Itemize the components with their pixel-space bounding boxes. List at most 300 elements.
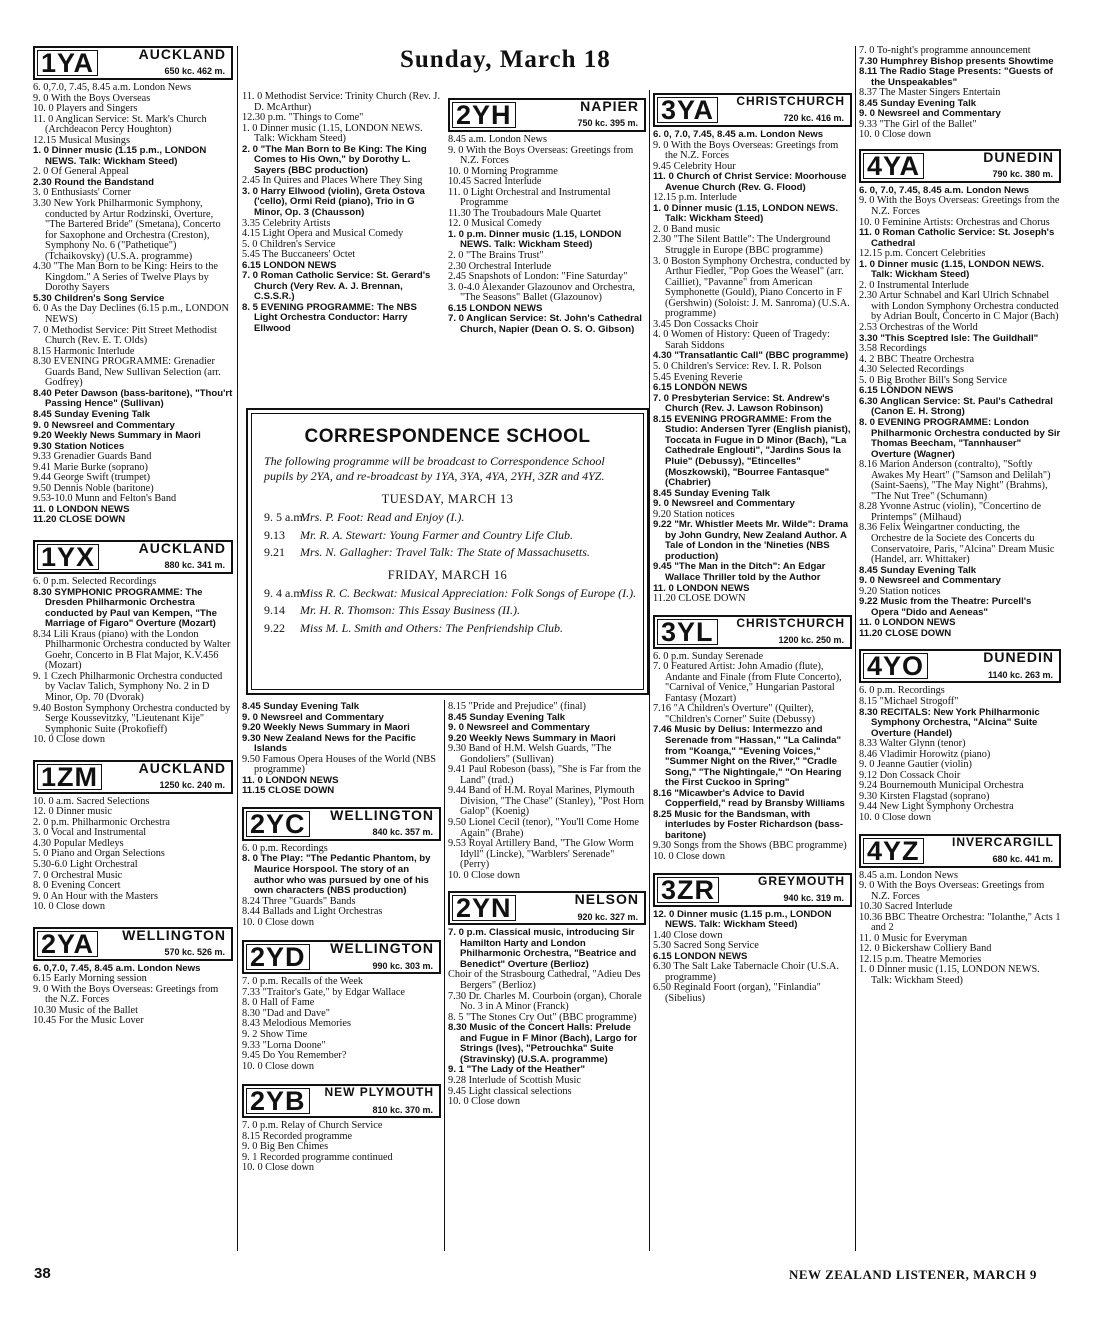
programme-item: 9.24 Bournemouth Municipal Orchestra: [859, 780, 1024, 792]
programme-item: 9. 1 Recorded programme continued: [242, 1151, 393, 1163]
programme-item: 8.15 "Michael Strogoff": [859, 695, 959, 707]
programme-item: 6. 0 p.m. Recordings: [859, 685, 945, 697]
programme-item: 9. 0 With the Boys Overseas: [33, 92, 151, 104]
programme-item: 10. 0 Feminine Artists: Orchestras and Chorus: [859, 216, 1050, 228]
programme-item: 9.53-10.0 Munn and Felton's Band: [33, 493, 177, 505]
programme-item: 5.30-6.0 Light Orchestral: [33, 859, 138, 870]
correspondence-text: Mr. R. A. Stewart: Young Farmer and Country Life Club.: [300, 527, 574, 542]
programme-item: 2.45 In Quires and Places Where They Sing: [242, 175, 423, 187]
programme-item: 7. 0 p.m. Recalls of the Week: [242, 976, 364, 988]
station-city: DUNEDIN: [983, 148, 1054, 165]
programme-item: 11. 0 LONDON NEWS: [859, 617, 956, 629]
programme-item: 6.15 LONDON NEWS: [859, 385, 954, 397]
programme-item: 8.46 Vladimir Horowitz (piano): [859, 748, 991, 760]
station-header-3ya: [653, 93, 852, 127]
correspondence-items-day2: [252, 586, 643, 636]
programme-item: 8.30 EVENING PROGRAMME: Grenadier Guards Band, New Sullivan Selection (arr. Godfrey): [33, 356, 221, 389]
station-city: AUCKLAND: [138, 46, 226, 62]
correspondence-text: Mrs. N. Gallagher: Travel Talk: The State of Massachusetts.: [300, 545, 590, 559]
station-frequency: 920 kc. 327 m.: [577, 911, 638, 922]
programme-item: 12.15 Musical Musings: [33, 134, 130, 146]
programme-item: 10. 0 Close down: [33, 901, 106, 913]
correspondence-heading: CORRESPONDENCE SCHOOL: [304, 426, 591, 447]
programme-item: 11.30 The Troubadours Male Quartet: [448, 207, 602, 219]
programme-item: 7.46 Music by Delius: Intermezzo and Serenade from "Hassan," "La Calinda" from "Koanga," "Evening Voices," "Summer Night on the River," "Cradle Song," "The Nightingale," "On Hearing the First Cuckoo in Spring": [653, 724, 842, 789]
station-header-4yo: [859, 649, 1061, 683]
programme-item: 9.33 Grenadier Guards Band: [33, 451, 152, 463]
correspondence-time: 9.22: [264, 620, 285, 635]
station-header-1yx: [33, 540, 233, 574]
station-frequency: 1250 kc. 240 m.: [159, 780, 225, 791]
programme-item: 1.40 Close down: [653, 929, 723, 941]
programme-item: 3. 0-4.0 Alexander Glazounov and Orchestra, "The Seasons" Ballet (Glazounov): [448, 281, 635, 304]
programme-item: 8.45 a.m. London News: [448, 134, 547, 145]
programme-item: 6. 0 p.m. Recordings: [242, 842, 328, 854]
programme-item: 8.15 "Pride and Prejudice" (final): [448, 701, 586, 712]
column-4: [653, 92, 852, 1004]
programme-item: 6.30 Anglican Service: St. Paul's Cathedral (Canon E. H. Strong): [859, 395, 1053, 418]
column-1: [33, 46, 233, 1027]
station-frequency: 840 kc. 357 m.: [372, 827, 433, 838]
programme-item: 2.30 Round the Bandstand: [33, 176, 154, 188]
correspondence-text: Mrs. P. Foot: Read and Enjoy (I.).: [300, 510, 465, 524]
programme-item: 7. 0 Methodist Service: Pitt Street Methodist Church (Rev. E. T. Olds): [33, 324, 217, 347]
correspondence-time: 9.14: [264, 603, 285, 617]
correspondence-text: Miss M. L. Smith and Others: The Penfriendship Club.: [300, 620, 563, 635]
station-frequency: 1140 kc. 263 m.: [987, 669, 1053, 680]
programme-item: 11. 0 Music for Everyman: [859, 932, 967, 944]
programme-item: 3. 0 Vocal and Instrumental: [33, 827, 147, 839]
station-logo: 2YD: [246, 944, 310, 970]
programme-item: 1. 0 Dinner music (1.15, LONDON NEWS. Talk: Wickham Steed): [859, 964, 1040, 987]
programme-item: 6.50 Reginald Foort (organ), "Finlandia" (Sibelius): [653, 982, 821, 1004]
programme-item: 9.33 "The Girl of the Ballet": [859, 118, 977, 130]
programme-item: 8.33 Walter Glynn (tenor): [859, 738, 966, 750]
station-city: CHRISTCHURCH: [736, 615, 845, 630]
station-logo: 1YA: [37, 50, 98, 76]
programme-item: 4.30 Selected Recordings: [859, 364, 964, 376]
programme-item: 2. 0 "The Brains Trust": [448, 250, 544, 262]
programme-item: 5. 0 Children's Service: [242, 238, 336, 250]
programme-item: 6.15 LONDON NEWS: [242, 259, 337, 271]
column-5: [859, 46, 1061, 987]
programme-item: 9. 1 "The Lady of the Heather": [448, 1064, 586, 1076]
programme-item: 5. 0 Piano and Organ Selections: [33, 848, 165, 860]
station-frequency: 990 kc. 303 m.: [372, 960, 433, 971]
programme-item: 9.20 Weekly News Summary in Maori: [242, 722, 410, 734]
programme-item: 3.35 Celebrity Artists: [242, 217, 331, 229]
station-city: NAPIER: [580, 98, 639, 114]
programme-item: 5.30 Children's Song Service: [33, 292, 165, 304]
programme-item: 8.40 Peter Dawson (bass-baritone), "Thou'rt Passing Hence" (Sullivan): [33, 387, 233, 410]
programme-item: 9.53 Royal Artillery Band, "The Glow Worm Idyll" (Lincke), "Warblers' Serenade" (Perry): [448, 838, 634, 871]
station-logo: 1ZM: [37, 764, 102, 790]
programme-item: 9.20 Station notices: [653, 508, 735, 520]
programme-item: 1. 0 p.m. Dinner music (1.15, LONDON NEWS. Talk: Wickham Steed): [448, 228, 622, 251]
programme-item: 6. 0,7.0, 7.45, 8.45 a.m. London News: [33, 962, 201, 974]
programme-item: 11. 0 Methodist Service: Trinity Church (Rev. J. D. McArthur): [242, 91, 441, 113]
programme-item: 9.50 Lionel Cecil (tenor), "You'll Come Home Again" (Brahe): [448, 817, 639, 839]
programme-item: 9. 0 With the Boys Overseas: Greetings from N.Z. Forces: [859, 880, 1045, 902]
programme-item: 9.22 Music from the Theatre: Purcell's Opera "Dido and Aeneas": [859, 596, 1032, 618]
column-rule: [855, 46, 856, 1251]
column-3-bottom: [448, 702, 646, 1108]
programme-item: 9.41 Paul Robeson (bass), "She is Far from the Land" (trad.): [448, 764, 641, 786]
programme-item: 9. 0 Newsreel and Commentary: [33, 419, 175, 431]
programme-item: 12.30 p.m. "Things to Come": [242, 112, 364, 124]
programme-item: 10.45 For the Music Lover: [33, 1015, 144, 1027]
programme-item: 9. 0 With the Boys Overseas: Greetings from the N.Z. Forces: [859, 195, 1060, 218]
station-frequency: 750 kc. 395 m.: [577, 118, 638, 129]
programme-item: 12. 0 Bickershaw Colliery Band: [859, 943, 992, 955]
programme-item: 12.15 p.m. Interlude: [653, 192, 737, 204]
programme-item: 8. 0 Hall of Fame: [242, 997, 315, 1009]
programme-item: 7.16 "A Children's Overture" (Quilter), "Children's Corner" Suite (Debussy): [653, 703, 816, 725]
programme-list-4yo: [859, 686, 1061, 823]
programme-item: 9. 0 With the Boys Overseas: Greetings from N.Z. Forces: [448, 144, 634, 167]
station-city: DUNEDIN: [983, 649, 1054, 666]
station-header-2yd: [242, 940, 441, 974]
programme-item: 10. 0 Close down: [33, 734, 106, 746]
correspondence-time: 9.21: [264, 545, 285, 559]
programme-item: 9. 0 Newsreel and Commentary: [859, 575, 1001, 587]
programme-item: 9.50 Dennis Noble (baritone): [33, 482, 154, 494]
programme-item: 8.34 Lili Kraus (piano) with the London Philharmonic Orchestra conducted by Walter Goehr, Concerto in B Flat Major, K.V.456 (Mozart): [33, 628, 231, 672]
programme-item: 9. 0 Jeanne Gautier (violin): [859, 759, 972, 771]
programme-item: 6. 0 p.m. Sunday Serenade: [653, 650, 764, 662]
programme-item: 5.45 Evening Reverie: [653, 371, 743, 383]
programme-item: 9. 0 Newsreel and Commentary: [859, 108, 1001, 120]
programme-item: 2. 0 Band music: [653, 223, 720, 235]
station-city: CHRISTCHURCH: [736, 94, 845, 108]
programme-item: 9. 2 Show Time: [242, 1029, 308, 1041]
station-logo: 1YX: [37, 544, 99, 570]
programme-item: 9. 0 Newsreel and Commentary: [653, 498, 795, 510]
programme-item: 2.30 "The Silent Battle": The Underground Struggle in Europe (BBC programme): [653, 234, 831, 257]
correspondence-time: 9.13: [264, 527, 285, 542]
programme-item: 8.24 Three "Guards" Bands: [242, 895, 356, 907]
programme-item: 5. 0 Children's Service: Rev. I. R. Polson: [653, 361, 822, 373]
programme-item: 2.30 Artur Schnabel and Karl Ulrich Schnabel with London Symphony Orchestra conducted by Adrian Boult, Concerto in C Major (Bach): [859, 290, 1059, 323]
station-logo: 3YA: [657, 97, 718, 123]
programme-item: 6.30 The Salt Lake Tabernacle Choir (U.S.A. programme): [653, 961, 839, 983]
station-logo: 4YA: [863, 153, 924, 179]
programme-item: 10. 0 Close down: [242, 1162, 315, 1174]
programme-item: 9.30 New Zealand News for the Pacific Islands: [242, 732, 416, 755]
station-logo: 2YH: [452, 102, 516, 128]
programme-list-1zm: [33, 797, 233, 913]
programme-item: 9.33 "Lorna Doone": [242, 1039, 326, 1051]
programme-item: 8.16 "Micawber's Advice to David Copperfield," read by Bransby Williams: [653, 787, 845, 810]
programme-item: 2. 0 p.m. Philharmonic Orchestra: [33, 816, 170, 828]
programme-item: 9.40 Boston Symphony Orchestra conducted by Serge Koussevitzky, "Lieutenant Kije" Symphonic Suite (Prokofieff): [33, 702, 231, 735]
station-frequency: 790 kc. 380 m.: [992, 169, 1053, 180]
programme-item: 3. 0 Enthusiasts' Corner: [33, 187, 131, 199]
programme-item: 9.45 Celebrity Hour: [653, 160, 736, 172]
programme-item: 8.45 Sunday Evening Talk: [859, 564, 977, 576]
programme-item: 6. 0 As the Day Declines (6.15 p.m., LONDON NEWS): [33, 303, 229, 326]
station-city: WELLINGTON: [330, 940, 434, 957]
programme-item: 5.45 The Buccaneers' Octet: [242, 249, 356, 261]
programme-item: 6.15 LONDON NEWS: [653, 950, 748, 962]
programme-item: 3.30 "This Sceptred Isle: The Guildhall": [859, 332, 1039, 344]
station-logo: 4YZ: [863, 838, 924, 864]
station-frequency: 570 kc. 526 m.: [164, 947, 225, 958]
station-header-4ya: [859, 149, 1061, 183]
column-3-top: [448, 97, 646, 335]
programme-item: 11. 0 Light Orchestral and Instrumental Programme: [448, 186, 611, 209]
programme-item: 9.20 Weekly News Summary in Maori: [448, 732, 616, 744]
programme-item: 1. 0 Dinner music (1.15, LONDON NEWS. Talk: Wickham Steed): [242, 122, 423, 145]
programme-item: 12. 0 Dinner music: [33, 806, 112, 818]
station-city: AUCKLAND: [138, 539, 226, 556]
programme-item: 8.15 EVENING PROGRAMME: From the Studio: Andersen Tyrer (English pianist), Toccata in Fugue in D Minor (Bach), "La Cathedrale Englouti", "Jardins Sous la Pluie" (Debussy), "Etincelles" (Moszkowski), "Bourree Fantasque" (Chabrier): [653, 413, 851, 489]
correspondence-items-day1: [252, 510, 643, 560]
programme-item: 9. 0 Newsreel and Commentary: [242, 711, 384, 723]
programme-list-2ya: [33, 964, 233, 1027]
programme-item: 10. 0 Close down: [448, 1096, 521, 1108]
programme-item: 7.30 Dr. Charles M. Courboin (organ), Chorale No. 3 in A Minor (Franck): [448, 990, 642, 1013]
station-city: WELLINGTON: [330, 806, 434, 823]
programme-item: 9.44 New Light Symphony Orchestra: [859, 801, 1014, 813]
column-rule: [444, 700, 445, 1251]
programme-item: 4.15 Light Opera and Musical Comedy: [242, 228, 404, 240]
programme-item: 4.30 Popular Medleys: [33, 837, 124, 849]
programme-item: 6. 0 p.m. Selected Recordings: [33, 575, 157, 587]
programme-item: 9. 0 An Hour with the Masters: [33, 890, 158, 902]
programme-list-1yx: [33, 577, 233, 746]
programme-item: 10. 0 Close down: [859, 812, 932, 823]
programme-item: 8.30 "Dad and Dave": [242, 1007, 330, 1019]
programme-list-4ya-top: [859, 46, 1061, 141]
station-logo: 2YB: [246, 1088, 310, 1114]
programme-item: 12. 0 Dinner music (1.15 p.m., LONDON NEWS. Talk: Wickham Steed): [653, 908, 832, 931]
programme-list-3zr: [653, 910, 852, 1005]
correspondence-school-frame: [251, 413, 644, 690]
station-frequency: 680 kc. 441 m.: [992, 854, 1053, 864]
programme-item: 2.45 Snapshots of London: "Fine Saturday": [448, 271, 628, 283]
column-rule: [649, 90, 650, 1251]
programme-item: 9. 0 Big Ben Chimes: [242, 1141, 329, 1153]
programme-item: 8.45 Sunday Evening Talk: [448, 711, 566, 723]
programme-item: 8.15 Harmonic Interlude: [33, 345, 135, 357]
programme-item: 10. 0 Close down: [448, 869, 521, 881]
station-header-2yh: [448, 98, 646, 132]
programme-item: 7. 0 Featured Artist: John Amadio (flute), Andante and Finale (from Flute Concerto), "Carnival of Venice," Hungarian Pastoral Fantasy (Mozart): [653, 661, 842, 704]
programme-list-2yb: [242, 1121, 441, 1174]
correspondence-time: 9. 5 a.m.: [264, 510, 306, 524]
programme-item: 12. 0 Musical Comedy: [448, 218, 542, 230]
programme-item: 2. 0 "The Man Born to Be King: The King Comes to His Own," by Dorothy L. Sayers (BBC production): [242, 143, 427, 176]
station-frequency: 880 kc. 341 m.: [164, 560, 225, 571]
programme-item: 10. 0 Close down: [859, 129, 932, 141]
station-frequency: 810 kc. 370 m.: [372, 1104, 433, 1115]
programme-item: 8.30 SYMPHONIC PROGRAMME: The Dresden Philharmonic Orchestra conducted by Paul van Kempen, "The Marriage of Figaro" Overture (Mozart): [33, 586, 217, 630]
programme-item: 6. 0, 7.0, 7.45, 8.45 a.m. London News: [859, 184, 1030, 196]
programme-item: 3.45 Don Cossacks Choir: [653, 318, 759, 330]
correspondence-item: [252, 603, 643, 618]
programme-item: 1. 0 Dinner music (1.15, LONDON NEWS. Talk: Wickham Steed): [653, 202, 838, 225]
programme-item: 7. 0 Presbyterian Service: St. Andrew's Church (Rev. J. Lawson Robinson): [653, 392, 830, 415]
station-header-2ya: [33, 927, 233, 961]
programme-item: 3. 0 Boston Symphony Orchestra, conducted by Arthur Fiedler, "Pop Goes the Weasel" (arr. Cailliet), "Pavanne" from American Symphonette (Gould), Piano Concerto in F (Gershwin) (Soloist: J. M. Sanroma) (U.S.A. programme): [653, 255, 851, 320]
programme-item: 11. 0 Roman Catholic Service: St. Joseph's Cathedral: [859, 227, 1055, 249]
station-city: INVERCARGILL: [952, 834, 1054, 849]
programme-item: 5.30 Sacred Song Service: [653, 940, 759, 952]
programme-item: 1. 0 Dinner music (1.15, LONDON NEWS. Talk: Wickham Steed): [859, 258, 1044, 281]
programme-item: 8. 0 Evening Concert: [33, 880, 121, 892]
programme-list-2yh-evening: [448, 702, 646, 881]
programme-item: 9.30 Kirsten Flagstad (soprano): [859, 790, 990, 802]
programme-item: 8. 5 EVENING PROGRAMME: The NBS Light Orchestra Conductor: Harry Ellwood: [242, 301, 417, 335]
programme-item: 9.28 Interlude of Scottish Music: [448, 1074, 581, 1086]
page-title: Sunday, March 18: [400, 46, 611, 73]
masthead: NEW ZEALAND LISTENER, MARCH 9: [789, 1267, 1037, 1282]
programme-item: 9.41 Marie Burke (soprano): [33, 461, 148, 473]
programme-list-2yh: [448, 135, 646, 335]
programme-item: 8.45 Sunday Evening Talk: [653, 487, 771, 499]
station-header-2yb: [242, 1084, 441, 1118]
programme-item: 7. 0 Roman Catholic Service: St. Gerard's Church (Very Rev. A. J. Brennan, C.S.S.R.): [242, 270, 431, 303]
programme-item: 7.33 "Traitor's Gate," by Edgar Wallace: [242, 986, 405, 998]
programme-item: 9.12 Don Cossack Choir: [859, 769, 961, 781]
programme-item: 11. 0 LONDON NEWS: [242, 774, 339, 786]
programme-item: 8.36 Felix Weingartner conducting, the Orchestre de la Societe des Concerts du Conservatoire, Paris, "Alcina" Dream Music (Handel, arr. Whittaker): [859, 522, 1055, 566]
programme-item: 9.22 "Mr. Whistler Meets Mr. Wilde": Drama by John Gundry, New Zealand Author. A Tale of London in the 'Nineties (NBS production): [653, 519, 849, 562]
programme-item: 11.20 CLOSE DOWN: [653, 593, 746, 605]
programme-item: 8.44 Ballads and Light Orchestras: [242, 906, 383, 918]
station-city: GREYMOUTH: [758, 873, 845, 888]
correspondence-day: TUESDAY, MARCH 13: [381, 492, 514, 506]
programme-item: 1. 0 Dinner music (1.15 p.m., LONDON NEWS. Talk: Wickham Steed): [33, 145, 207, 167]
station-header-1ya: [33, 46, 233, 80]
programme-item: 6.15 LONDON NEWS: [448, 302, 543, 314]
column-rule: [237, 46, 238, 1251]
station-logo: 3YL: [657, 619, 718, 645]
programme-item: 9.30 Songs from the Shows (BBC programme): [653, 840, 847, 852]
programme-item: 9.45 Do You Remember?: [242, 1050, 347, 1062]
programme-item: 11. 0 LONDON NEWS: [653, 582, 750, 594]
programme-item: 8.15 Recorded programme: [242, 1130, 353, 1142]
programme-item: 2.30 Orchestral Interlude: [448, 260, 552, 272]
programme-item: 8. 5 "The Stones Cry Out" (BBC programme): [448, 1011, 637, 1023]
programme-item: 7. 0 Anglican Service: St. John's Cathedral Church, Napier (Dean O. S. O. Gibson): [448, 313, 642, 335]
programme-item: 10.30 Sacred Interlude: [859, 901, 953, 913]
correspondence-item: [252, 621, 643, 636]
programme-item: 6. 0, 7.0, 7.45, 8.45 a.m. London News: [653, 129, 824, 140]
programme-item: 12.15 p.m. Theatre Memories: [859, 953, 982, 965]
programme-item: 11.15 CLOSE DOWN: [242, 785, 335, 797]
programme-item: 10. 0 a.m. Sacred Selections: [33, 795, 150, 807]
programme-item: 6.15 LONDON NEWS: [653, 382, 748, 394]
station-city: NELSON: [574, 891, 639, 908]
programme-list-2ya-evening: [242, 702, 441, 797]
programme-list-4ya: [859, 186, 1061, 640]
programme-item: 2. 0 Of General Appeal: [33, 166, 129, 178]
programme-item: 6. 0,7.0, 7.45, 8.45 a.m. London News: [33, 82, 192, 93]
programme-item: 11. 0 Church of Christ Service: Moorhouse Avenue Church (Rev. G. Flood): [653, 171, 847, 193]
programme-item: 8.45 Sunday Evening Talk: [859, 97, 977, 109]
programme-item: 10.36 BBC Theatre Orchestra: "Iolanthe," Acts 1 and 2: [859, 911, 1061, 934]
station-city: WELLINGTON: [122, 926, 226, 943]
station-logo: 3ZR: [657, 877, 719, 903]
programme-item: 8.45 a.m. London News: [859, 869, 958, 881]
programme-item: 10.30 Music of the Ballet: [33, 1004, 138, 1016]
programme-item: 9. 1 Czech Philharmonic Orchestra conducted by Vaclav Talich, Symphony No. 2 in D Minor, Op. 70 (Dvorak): [33, 670, 223, 703]
programme-item: 9.44 George Swift (trumpet): [33, 472, 151, 484]
programme-item: 9. 0 Newsreel and Commentary: [448, 722, 590, 734]
programme-item: 8. 0 The Play: "The Pedantic Phantom, by Maurice Horspool. The story of an author who was pursued by one of his own characters (NBS production): [242, 853, 431, 897]
correspondence-time: 9. 4 a.m.: [264, 585, 306, 600]
programme-item: 8.11 The Radio Stage Presents: "Guests of the Unspeakables": [859, 66, 1053, 88]
programme-item: 8.30 RECITALS: New York Philharmonic Symphony Orchestra, "Alcina" Suite Overture (Handel): [859, 706, 1040, 739]
programme-list-2yn: [448, 928, 646, 1107]
programme-item: 10. 0 Close down: [242, 916, 315, 928]
programme-item: 4. 2 BBC Theatre Orchestra: [859, 353, 975, 365]
correspondence-item: [252, 510, 643, 525]
programme-item: 9.30 Station Notices: [33, 440, 125, 452]
station-header-2yn: [448, 891, 646, 925]
station-header-1zm: [33, 760, 233, 794]
programme-item: 11. 0 Anglican Service: St. Mark's Church (Archdeacon Percy Houghton): [33, 113, 207, 136]
programme-item: 11. 0 LONDON NEWS: [33, 503, 130, 515]
programme-item: 9.50 Famous Opera Houses of the World (NBS programme): [242, 753, 437, 776]
programme-item: 12.15 p.m. Concert Celebrities: [859, 248, 986, 260]
programme-item: 9.45 "The Man in the Ditch": An Edgar Wallace Thriller told by the Author: [653, 561, 826, 583]
programme-item: 11.20 CLOSE DOWN: [33, 514, 126, 526]
correspondence-text: Miss R. C. Beckwat: Musical Appreciation: Folk Songs of Europe (I.).: [300, 585, 637, 600]
programme-item: 9.44 Band of H.M. Royal Marines, Plymouth Division, "The Chase" (Stanley), "Post Horn Galop" (Koenig): [448, 785, 644, 818]
programme-item: 8.16 Marion Anderson (contralto), "Softly Awakes My Heart" ("Samson and Delilah") (Saint-Saens), "The May Night" (Brahms), "The Nut Tree" (Schumann): [859, 459, 1051, 502]
programme-item: Choir of the Strasbourg Cathedral, "Adieu Des Bergers" (Berlioz): [448, 969, 641, 992]
programme-item: 9.20 Weekly News Summary in Maori: [33, 430, 201, 442]
programme-item: 11.20 CLOSE DOWN: [859, 627, 952, 639]
correspondence-intro: The following programme will be broadcast to Correspondence School pupils by 2YA, and re-broadcast by 1YA, 3YA, 4YA, 2YH, 3ZR and 4YZ.: [264, 454, 605, 483]
station-city: NEW PLYMOUTH: [324, 1085, 434, 1100]
station-header-2yc: [242, 807, 441, 841]
programme-list-4yz: [859, 871, 1061, 987]
station-header-4yz: [859, 834, 1061, 868]
programme-item: 9. 0 With the Boys Overseas: Greetings from the N.Z. Forces: [33, 983, 219, 1006]
programme-item: 4.30 "The Man Born to be King: Heirs to the Kingdom." A Series of Twelve Plays by Dorothy Sayers: [33, 261, 218, 294]
programme-item: 10. 0 Close down: [653, 851, 726, 862]
station-frequency: 940 kc. 319 m.: [783, 893, 844, 903]
programme-item: 7.30 Humphrey Bishop presents Showtime: [859, 55, 1054, 67]
station-frequency: 720 kc. 416 m.: [783, 113, 844, 124]
programme-item: 3. 0 Harry Ellwood (violin), Greta Ostova ('cello), Ormi Reid (piano), Trio in G Minor, Op. 3 (Chausson): [242, 185, 425, 219]
correspondence-school-box: [246, 408, 649, 695]
programme-item: 3.58 Recordings: [859, 343, 927, 355]
programme-item: 3.30 New York Philharmonic Symphony, conducted by Artur Rodzinski, Overture, "The Bartered Bride" (Smetana), Concerto for Saxophone and Orchestra (Creston), Symphony No. 6 ("Pathetique") (Tchaikovsky) (U.S.A. programme): [33, 198, 221, 262]
programme-item: 10.45 Sacred Interlude: [448, 176, 542, 188]
station-frequency: 650 kc. 462 m.: [164, 66, 225, 77]
programme-list-2yd: [242, 977, 441, 1072]
programme-item: 8.25 Music for the Bandsman, with interludes by Foster Richardson (bass-baritone): [653, 808, 844, 841]
correspondence-item: [252, 545, 643, 560]
correspondence-item: [252, 528, 643, 543]
correspondence-item: [252, 586, 643, 601]
station-logo: 2YA: [37, 931, 98, 957]
programme-item: 8.45 Sunday Evening Talk: [33, 408, 151, 420]
programme-item: 8. 0 EVENING PROGRAMME: London Philharmonic Orchestra conducted by Sir Thomas Beecham, "Tannhauser" Overture (Wagner): [859, 416, 1061, 460]
programme-list-1ya: [33, 83, 233, 526]
station-logo: 2YN: [452, 895, 516, 921]
programme-item: 10. 0 Morning Programme: [448, 165, 558, 177]
programme-item: 8.30 Music of the Concert Halls: Prelude and Fugue in F Minor (Bach), Largo for Strings (Ives), "Petrouchka" Suite (Stravinsky) (U.S.A. programme): [448, 1022, 637, 1065]
programme-item: 6.15 Early Morning session: [33, 973, 147, 985]
programme-item: 4.30 "Transatlantic Call" (BBC programme): [653, 350, 849, 362]
programme-item: 9. 0 With the Boys Overseas: Greetings from the N.Z. Forces: [653, 139, 839, 162]
